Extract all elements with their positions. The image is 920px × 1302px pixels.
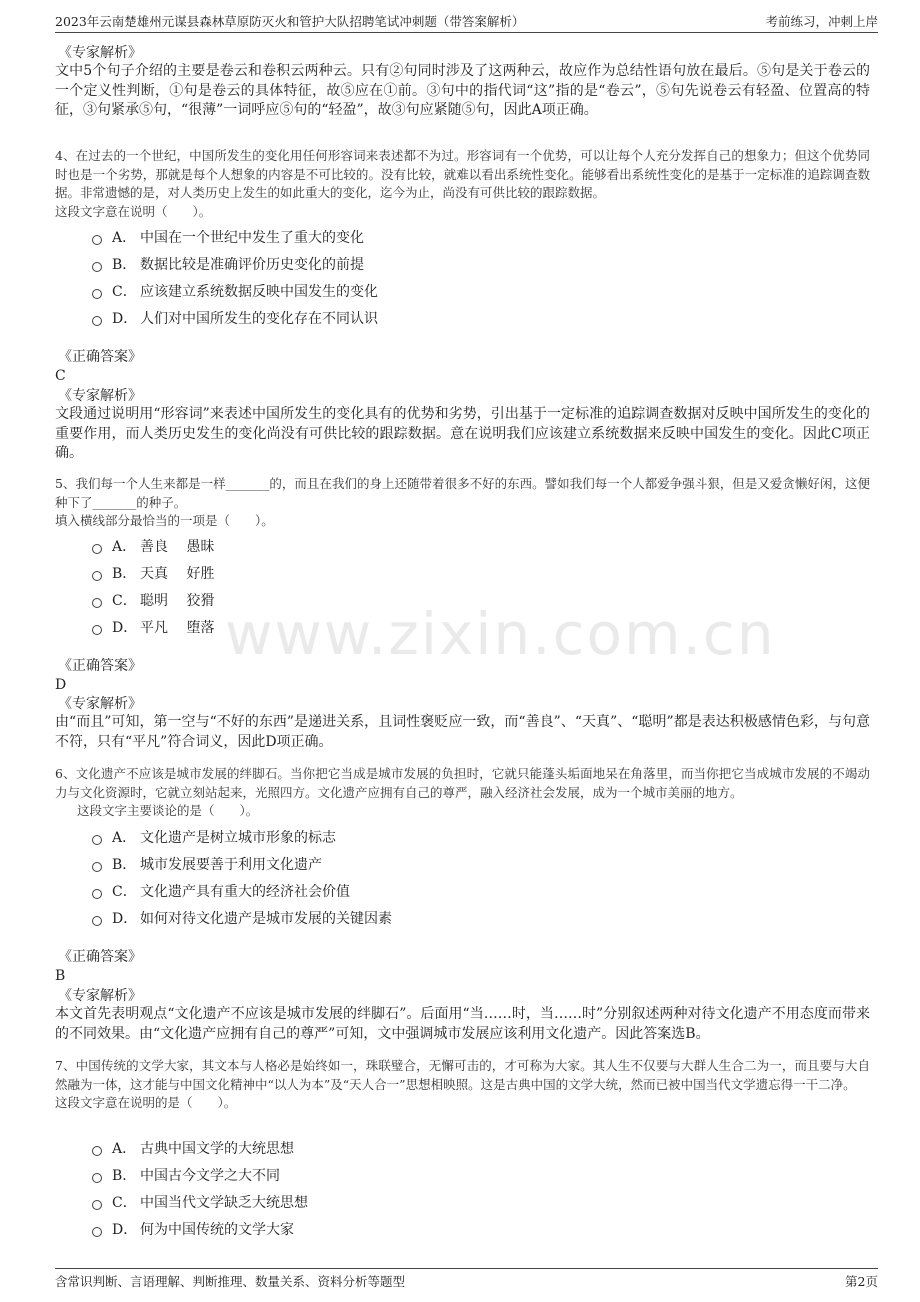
footer-description: 含常识判断、言语理解、判断推理、数量关系、资料分析等题型 [55,1274,406,1289]
radio-icon[interactable] [92,835,102,845]
correct-answer-label: 《正确答案》 [58,349,142,365]
expert-analysis-text: 文中5个句子介绍的主要是卷云和卷积云两种云。只有②句同时涉及了这两种云，故应作为总结性语句放在最后。⑤句是关于卷云的一个定义性判断，①句是卷云的具体特征，故⑤应在①前。③句中的指代词“这”指的是“卷云”，⑤句先说卷云有轻盈、位置高的特征，③句紧承⑤句，“很薄”一词呼应⑤句的“轻盈”，故③句应紧随⑤句，因此A项正确。 [55,63,870,118]
header-divider [55,32,878,33]
expert-analysis-label: 《专家解析》 [58,988,142,1004]
radio-icon[interactable] [92,289,102,299]
page-number: 第2页 [845,1274,878,1289]
question-prompt: 这段文字意在说明的是（ ）。 [55,1095,237,1110]
question-5-option-a[interactable]: A． 善良 愚昧 [92,535,214,557]
document-title: 2023年云南楚雄州元谋县森林草原防灭火和管护大队招聘笔试冲刺题（带答案解析） [55,14,525,29]
radio-icon[interactable] [92,862,102,872]
correct-answer: B [55,968,66,984]
question-5-option-c[interactable]: C． 聪明 狡猾 [92,589,214,611]
expert-analysis-text: 文段通过说明用“形容词”来表述中国所发生的变化具有的优势和劣势，引出基于一定标准的追踪调查数据对反映中国所发生的变化的重要作用，而人类历史发生的变化尚没有可供比较的跟踪数据。意在说明我们应该建立系统数据来反映中国发生的变化。因此C项正确。 [55,406,870,461]
question-4-stem [55,147,870,220]
expert-analysis-text: 本文首先表明观点“文化遗产不应该是城市发展的绊脚石”。后面用“当……时，当……时”分别叙述两种对待文化遗产不用态度而带来的不同效果。由“文化遗产应拥有自己的尊严”可知，文中强调城市发展应该利用文化遗产。因此答案选B。 [55,1006,870,1042]
watermark: www.zixin.com.cn [225,600,776,668]
radio-icon[interactable] [92,1146,102,1156]
footer-divider [55,1268,878,1269]
expert-analysis-label: 《专家解析》 [58,696,142,712]
correct-answer-label: 《正确答案》 [58,658,142,674]
question-7-option-c[interactable]: C． 中国当代文学缺乏大统思想 [92,1191,308,1213]
question-prompt: 这段文字主要谈论的是（ ）。 [77,803,259,818]
question-4-option-c[interactable]: C． 应该建立系统数据反映中国发生的变化 [92,280,378,302]
radio-icon[interactable] [92,1227,102,1237]
question-prompt: 填入横线部分最恰当的一项是（ ）。 [55,513,274,528]
question-prompt: 这段文字意在说明（ ）。 [55,203,212,219]
question-5-option-d[interactable]: D． 平凡 堕落 [92,616,214,638]
radio-icon[interactable] [92,571,102,581]
question-5-option-b[interactable]: B． 天真 好胜 [92,562,214,584]
expert-analysis-text: 由“而且”可知，第一空与“不好的东西”是递进关系，且词性褒贬应一致，而“善良”、“天真”、“聪明”都是表达积极感情色彩，与句意不符，只有“平凡”符合词义，因此D项正确。 [55,714,870,750]
radio-icon[interactable] [92,625,102,635]
question-6-option-b[interactable]: B． 城市发展要善于利用文化遗产 [92,853,322,875]
question-stem-text: 5、我们每一个人生来都是一样_______的，而且在我们的身上还随带着很多不好的东西。譬如我们每一个人都爱争强斗狠，但是又爱贪懒好闲，这便种下了_______的种子。 [55,476,870,510]
question-7-stem [55,1057,870,1111]
header-slogan: 考前练习，冲刺上岸 [765,14,878,29]
question-6-option-c[interactable]: C． 文化遗产具有重大的经济社会价值 [92,880,350,902]
radio-icon[interactable] [92,889,102,899]
radio-icon[interactable] [92,916,102,926]
radio-icon[interactable] [92,598,102,608]
question-6-option-a[interactable]: A． 文化遗产是树立城市形象的标志 [92,826,336,848]
correct-answer-label: 《正确答案》 [58,949,142,965]
radio-icon[interactable] [92,1173,102,1183]
radio-icon[interactable] [92,316,102,326]
radio-icon[interactable] [92,235,102,245]
question-stem-text: 4、在过去的一个世纪，中国所发生的变化用任何形容词来表述都不为过。形容词有一个优势，可以让每个人充分发挥自己的想象力；但这个优势同时也是一个劣势，那就是每个人想象的内容是不可比较的。没有比较，就难以看出系统性变化。能够看出系统性变化的是基于一定标准的追踪调查数据。非常遗憾的是，对人类历史上发生的如此重大的变化，迄今为止，尚没有可供比较的跟踪数据。 [55,148,870,200]
question-4-option-d[interactable]: D． 人们对中国所发生的变化存在不同认识 [92,307,378,329]
question-6-stem [55,765,870,819]
question-4-option-b[interactable]: B． 数据比较是准确评价历史变化的前提 [92,253,364,275]
radio-icon[interactable] [92,1200,102,1210]
expert-analysis-label: 《专家解析》 [58,45,142,61]
question-5-stem [55,475,870,529]
question-4-option-a[interactable]: A． 中国在一个世纪中发生了重大的变化 [92,226,364,248]
question-7-option-a[interactable]: A． 古典中国文学的大统思想 [92,1137,294,1159]
question-stem-text: 7、中国传统的文学大家，其文本与人格必是始终如一，珠联璧合，无懈可击的，才可称为大家。其人生不仅要与大群人生合二为一，而且要与大自然融为一体，这才能与中国文化精神中“以人为本”及“天人合一”思想相映照。这是古典中国的文学大统，然而已被中国当代文学遗忘得一干二净。 [55,1058,870,1092]
correct-answer: D [55,677,67,693]
question-6-option-d[interactable]: D． 如何对待文化遗产是城市发展的关键因素 [92,907,392,929]
question-7-option-b[interactable]: B． 中国古今文学之大不同 [92,1164,280,1186]
question-7-option-d[interactable]: D． 何为中国传统的文学大家 [92,1218,294,1240]
radio-icon[interactable] [92,262,102,272]
correct-answer: C [55,368,66,384]
question-stem-text: 6、文化遗产不应该是城市发展的绊脚石。当你把它当成是城市发展的负担时，它就只能蓬头垢面地呆在角落里，而当你把它当成城市发展的不竭动力与文化资源时，它就立刻站起来，光照四方。文化遗产应拥有自己的尊严，融入经济社会发展，成为一个城市美丽的地方。 [55,766,870,800]
radio-icon[interactable] [92,544,102,554]
expert-analysis-label: 《专家解析》 [58,388,142,404]
